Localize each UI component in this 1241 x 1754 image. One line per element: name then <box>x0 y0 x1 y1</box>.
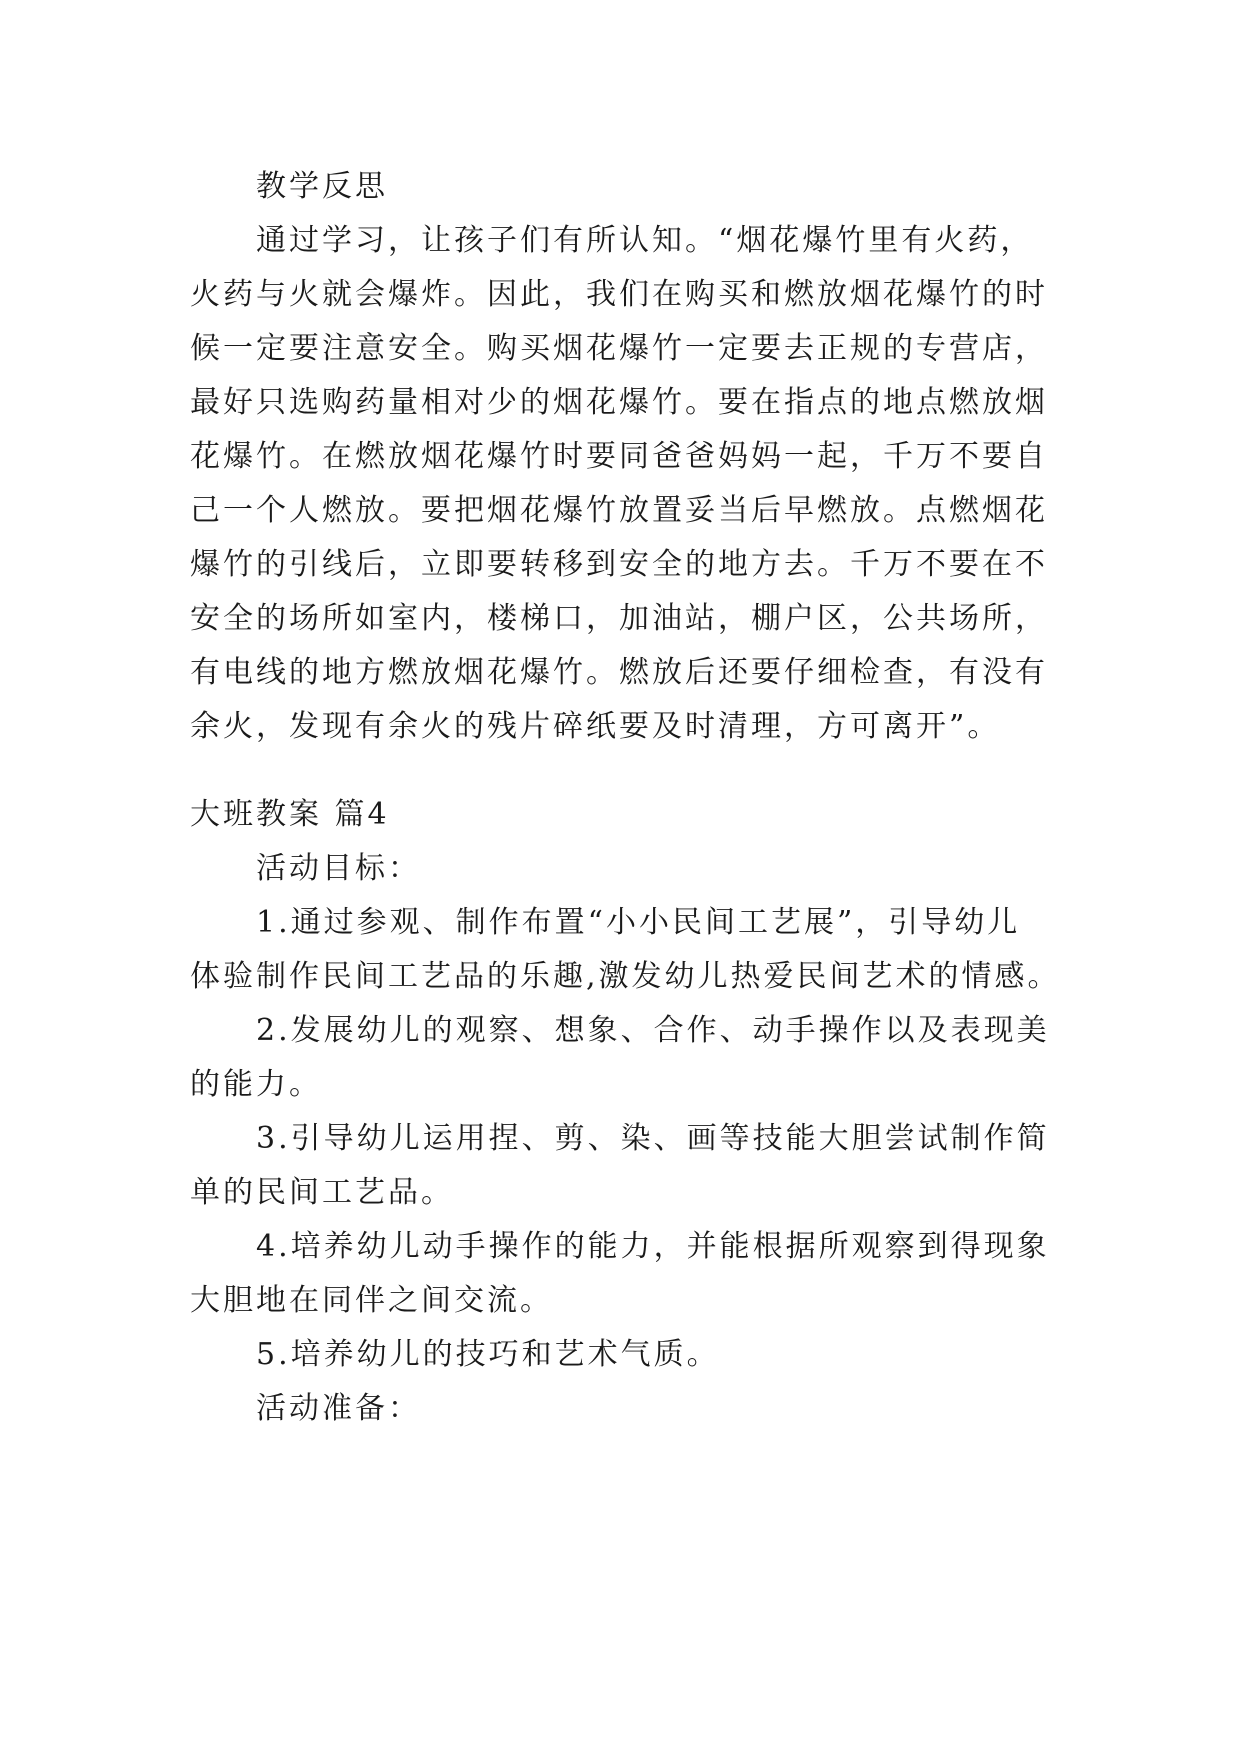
paragraph-line: 最好只选购药量相对少的烟花爆竹。要在指点的地点燃放烟 <box>190 385 1048 420</box>
paragraph-line: 通过学习，让孩子们有所认知。“烟花爆竹里有火药， <box>256 223 1034 258</box>
goal-item <box>190 1004 1070 1112</box>
goal-item <box>190 1328 1070 1382</box>
goal-item <box>190 1112 1070 1220</box>
prep-heading: 活动准备： <box>256 1391 421 1426</box>
paragraph-line: 余火，发现有余火的残片碎纸要及时清理，方可离开”。 <box>190 709 1001 744</box>
paragraph-line: 有电线的地方燃放烟花爆竹。燃放后还要仔细检查，有没有 <box>190 655 1048 690</box>
goal-item <box>190 1220 1070 1328</box>
paragraph-line: 花爆竹。在燃放烟花爆竹时要同爸爸妈妈一起，千万不要自 <box>190 439 1048 474</box>
goals-list <box>190 896 1070 1382</box>
page-content <box>190 160 1070 1436</box>
reflection-heading: 教学反思 <box>256 169 388 204</box>
goal-line: 的能力。 <box>190 1067 322 1102</box>
goal-line: 4.培养幼儿动手操作的能力，并能根据所观察到得现象 <box>256 1229 1050 1264</box>
goals-heading: 活动目标： <box>256 851 421 886</box>
section-spacer <box>190 754 1070 788</box>
goal-line: 体验制作民间工艺品的乐趣,激发幼儿热爱民间艺术的情感。 <box>190 959 1061 994</box>
paragraph-line: 己一个人燃放。要把烟花爆竹放置妥当后早燃放。点燃烟花 <box>190 493 1048 528</box>
goal-line: 5.培养幼儿的技巧和艺术气质。 <box>256 1337 720 1372</box>
goal-line: 3.引导幼儿运用捏、剪、染、画等技能大胆尝试制作简 <box>256 1121 1050 1156</box>
goal-item <box>190 896 1070 1004</box>
goal-line: 1.通过参观、制作布置“小小民间工艺展”，引导幼儿 <box>256 905 1021 940</box>
goal-line: 大胆地在同伴之间交流。 <box>190 1283 553 1318</box>
reflection-paragraph <box>190 214 1070 754</box>
paragraph-line: 候一定要注意安全。购买烟花爆竹一定要去正规的专营店， <box>190 331 1048 366</box>
goal-line: 单的民间工艺品。 <box>190 1175 454 1210</box>
paragraph-line: 火药与火就会爆炸。因此，我们在购买和燃放烟花爆竹的时 <box>190 277 1048 312</box>
paragraph-line: 安全的场所如室内，楼梯口，加油站，棚户区，公共场所， <box>190 601 1048 636</box>
section-title: 大班教案 篇4 <box>190 797 390 832</box>
goal-line: 2.发展幼儿的观察、想象、合作、动手操作以及表现美 <box>256 1013 1050 1048</box>
paragraph-line: 爆竹的引线后，立即要转移到安全的地方去。千万不要在不 <box>190 547 1048 582</box>
